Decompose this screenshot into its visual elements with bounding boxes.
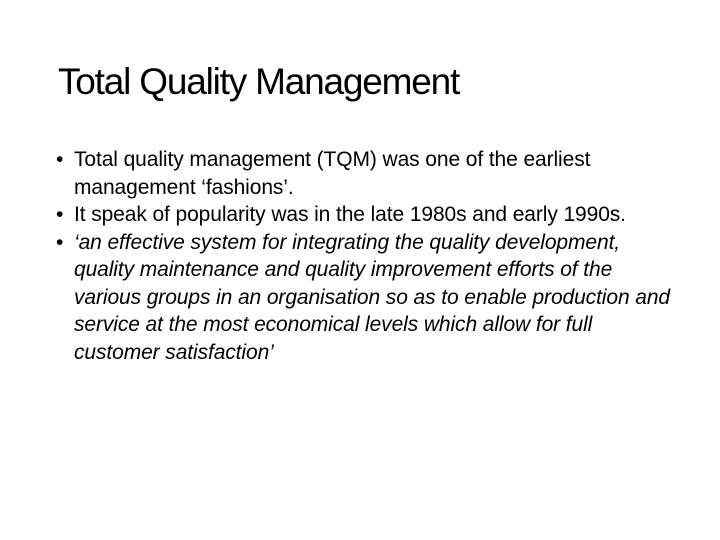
bullet-list — [56, 146, 676, 366]
bullet-item-tqm-definition — [56, 146, 676, 201]
slide-title: Total Quality Management — [58, 61, 460, 102]
bullet-quote-text: ‘an effective system for integrating the quality development, quality maintenance and quality improvement efforts of the various groups in an organisation so as to enable production and service at the most economical levels which allow for full customer satisfaction’ — [74, 230, 671, 364]
bullet-text: It speak of popularity was in the late 1980s and early 1990s. — [74, 203, 626, 226]
bullet-dot-icon: • — [56, 230, 64, 254]
bullet-item-popularity — [56, 201, 676, 229]
bullet-dot-icon: • — [56, 203, 64, 226]
bullet-dot-icon: • — [56, 148, 64, 171]
bullet-item-quote — [56, 229, 676, 367]
bullet-text: Total quality management (TQM) was one of the earliest management ‘fashions’. — [74, 148, 591, 199]
